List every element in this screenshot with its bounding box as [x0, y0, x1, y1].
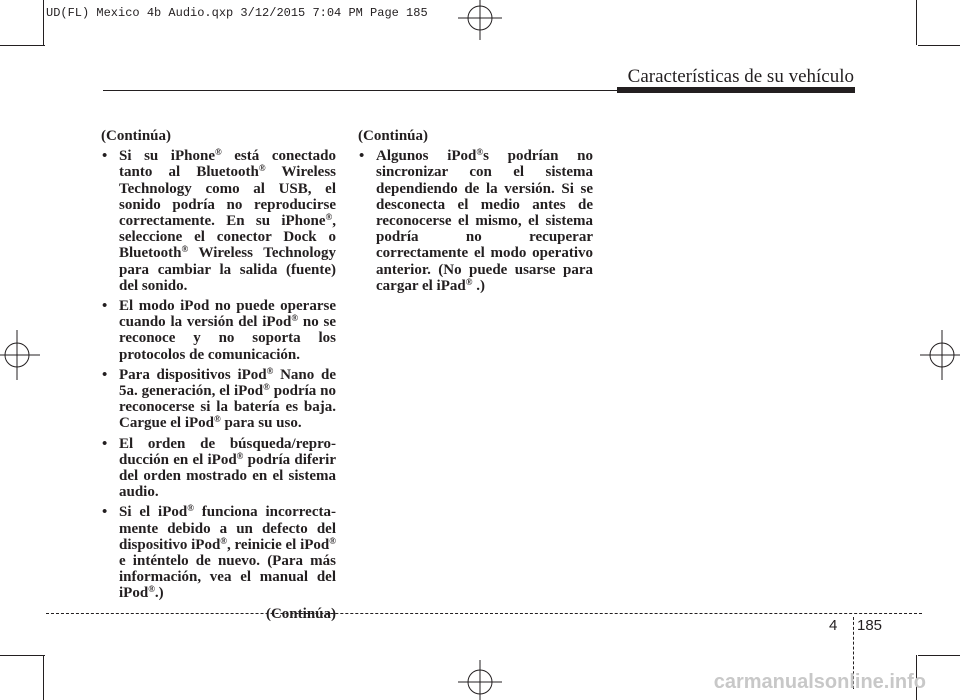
crop-mark-bottom-right-h — [918, 655, 960, 656]
header-rule-thick — [617, 87, 855, 93]
bullet-item: • Si su iPhone® está conectado tanto al Bluetooth® Wireless Technology como al USB, el sonido podría no reproducirse correctamente. En su iPhone®, seleccione el conector Dock o Bluetooth® Wireless Technology para cambiar la salida (fuente) del sonido. — [101, 148, 336, 294]
chapter-number: 4 — [829, 617, 838, 634]
left-column — [101, 128, 336, 626]
right-column — [358, 128, 593, 298]
registration-mark-top-icon — [455, 0, 505, 40]
registration-mark-left-icon — [0, 330, 40, 380]
registration-mark-right-icon — [920, 330, 960, 380]
watermark-text: carmanualsonline.info — [713, 671, 926, 693]
crop-mark-top-right-v — [916, 0, 917, 45]
page-number: 185 — [857, 617, 883, 634]
bullet-item: • Para dispositivos iPod® Nano de 5a. generación, el iPod® podría no reconocerse si la batería es baja. Cargue el iPod® para su uso. — [101, 367, 336, 432]
continued-label-top: (Continúa) — [101, 128, 172, 144]
continued-label-bottom: (Continúa) — [265, 605, 336, 622]
bullet-item: • Algunos iPod®s podrían no sincronizar con el sistema dependiendo de la versión. Si se desconecta el medio antes de reconocerse el mismo, el sistema podría no recuperar correctamente el modo operativo anterior. (No puede usarse para cargar el iPad® .) — [358, 148, 593, 294]
crop-mark-bottom-left-h — [0, 655, 45, 656]
crop-mark-bottom-left-v — [43, 655, 44, 700]
crop-mark-top-right-h — [918, 45, 960, 46]
crop-mark-top-left-h — [0, 45, 45, 46]
crop-mark-top-left-v — [43, 0, 44, 45]
bullet-item: • El orden de búsqueda/reproducción en el iPod® podría diferir del orden mostrado en el sistema audio. — [101, 436, 336, 501]
bullet-item: • El modo iPod no puede operarse cuando la versión del iPod® no se reconoce y no soporta los protocolos de comunicación. — [101, 298, 336, 363]
header-rule-thin — [103, 90, 617, 91]
registration-mark-bottom-icon — [455, 660, 505, 700]
section-title: Características de su vehículo — [627, 66, 854, 87]
print-slug: UD(FL) Mexico 4b Audio.qxp 3/12/2015 7:04 PM Page 185 — [46, 6, 428, 20]
footer-dashed-rule — [46, 613, 922, 614]
continued-label-top: (Continúa) — [358, 128, 429, 144]
bullet-item: • Si el iPod® funciona incorrectamente debido a un defecto del dispositivo iPod®, reinicie el iPod® e inténtelo de nuevo. (Para más información, vea el manual del iPod®.) — [101, 504, 336, 601]
